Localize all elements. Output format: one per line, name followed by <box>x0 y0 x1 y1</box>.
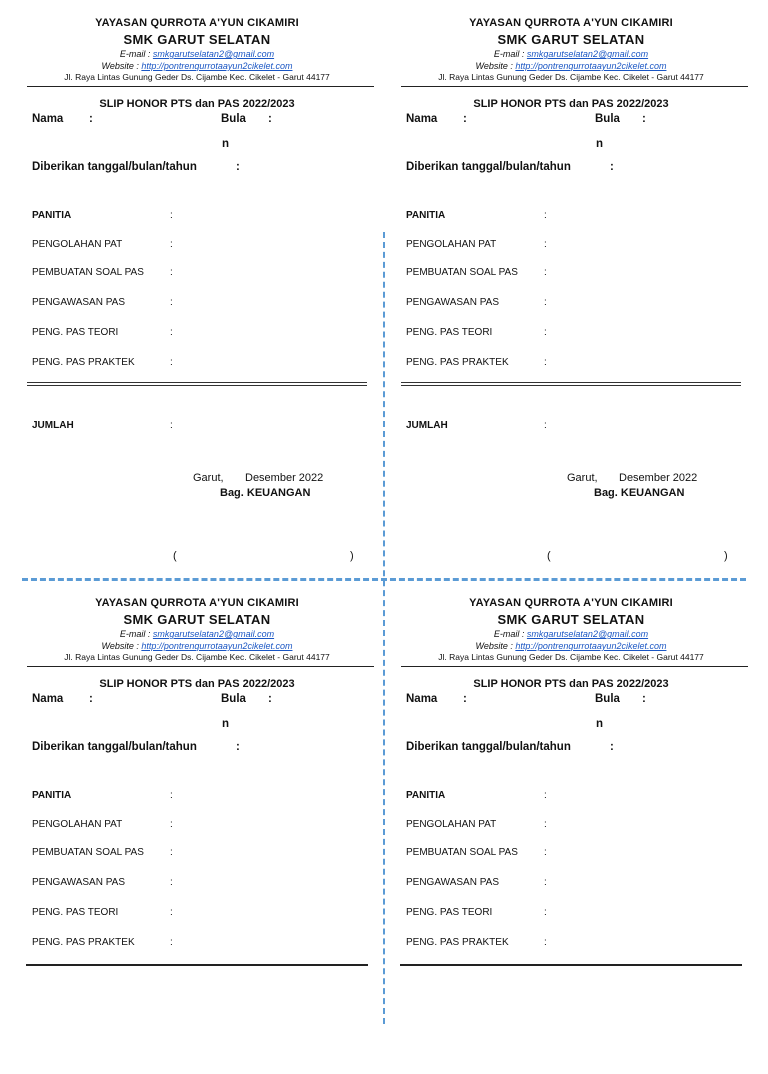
row-colon: : <box>544 327 547 338</box>
row-colon: : <box>170 297 173 308</box>
diberikan-colon: : <box>236 161 240 173</box>
row-colon: : <box>170 907 173 918</box>
email-link[interactable]: smkgarutselatan2@gmail.com <box>526 49 649 59</box>
row-peng-pas-praktek: PENG. PAS PRAKTEK <box>32 937 135 948</box>
diberikan-label: Diberikan tanggal/bulan/tahun <box>32 741 197 753</box>
total-divider <box>26 964 368 966</box>
place-label: Garut, <box>567 472 598 484</box>
header-divider <box>401 86 748 87</box>
website-label: Website : <box>475 641 516 651</box>
jumlah-label: JUMLAH <box>406 420 448 431</box>
nama-label: Nama <box>32 693 64 705</box>
place-label: Garut, <box>193 472 224 484</box>
row-peng-pas-teori: PENG. PAS TEORI <box>406 327 493 338</box>
row-colon: : <box>170 210 173 221</box>
email-line <box>386 629 756 639</box>
row-colon: : <box>544 210 547 221</box>
row-panitia: PANITIA <box>406 790 446 801</box>
nama-colon: : <box>89 113 93 125</box>
row-colon: : <box>544 907 547 918</box>
website-link[interactable]: http://pontrenqurrotaayun2cikelet.com <box>141 61 293 71</box>
row-colon: : <box>170 239 173 250</box>
row-pengawasan-pas: PENGAWASAN PAS <box>406 877 499 888</box>
row-colon: : <box>544 357 547 368</box>
nama-label: Nama <box>32 113 64 125</box>
row-peng-pas-teori: PENG. PAS TEORI <box>32 907 119 918</box>
bulan-label: Bula <box>221 113 246 125</box>
total-divider <box>27 382 367 386</box>
email-link[interactable]: smkgarutselatan2@gmail.com <box>526 629 649 639</box>
diberikan-label: Diberikan tanggal/bulan/tahun <box>406 741 571 753</box>
signature-open-paren: ( <box>173 550 177 562</box>
row-colon: : <box>170 847 173 858</box>
website-link[interactable]: http://pontrenqurrotaayun2cikelet.com <box>515 61 667 71</box>
org-name: YAYASAN QURROTA A'YUN CIKAMIRI <box>95 17 299 29</box>
row-pembuatan-soal-pas: PEMBUATAN SOAL PAS <box>406 847 518 858</box>
row-pengawasan-pas: PENGAWASAN PAS <box>32 297 125 308</box>
website-label: Website : <box>101 61 142 71</box>
org-name: YAYASAN QURROTA A'YUN CIKAMIRI <box>469 597 673 609</box>
email-label: E-mail : <box>493 629 527 639</box>
row-peng-pas-praktek: PENG. PAS PRAKTEK <box>406 357 509 368</box>
row-panitia: PANITIA <box>406 210 446 221</box>
school-name: SMK GARUT SELATAN <box>123 32 271 47</box>
row-pembuatan-soal-pas: PEMBUATAN SOAL PAS <box>32 267 144 278</box>
row-colon: : <box>170 267 173 278</box>
slip-top-right <box>386 14 756 562</box>
email-line <box>12 629 382 639</box>
jumlah-label: JUMLAH <box>32 420 74 431</box>
row-peng-pas-praktek: PENG. PAS PRAKTEK <box>406 937 509 948</box>
bulan-label-wrap: n <box>222 138 230 150</box>
website-line <box>386 641 756 651</box>
row-colon: : <box>170 819 173 830</box>
row-colon: : <box>170 877 173 888</box>
row-colon: : <box>544 847 547 858</box>
website-label: Website : <box>101 641 142 651</box>
email-label: E-mail : <box>119 49 153 59</box>
signer-title: Bag. KEUANGAN <box>220 487 311 499</box>
website-line <box>386 61 756 71</box>
bulan-colon: : <box>642 113 646 125</box>
website-line <box>12 641 382 651</box>
row-colon: : <box>544 937 547 948</box>
nama-label: Nama <box>406 693 438 705</box>
email-link[interactable]: smkgarutselatan2@gmail.com <box>152 49 275 59</box>
signer-title: Bag. KEUANGAN <box>594 487 685 499</box>
school-name: SMK GARUT SELATAN <box>497 32 645 47</box>
row-colon: : <box>544 877 547 888</box>
bulan-label-wrap: n <box>596 138 604 150</box>
jumlah-colon: : <box>544 420 547 431</box>
address: Jl. Raya Lintas Gunung Geder Ds. Cijambe Kec. Cikelet - Garut 44177 <box>64 72 330 82</box>
diberikan-colon: : <box>610 161 614 173</box>
row-panitia: PANITIA <box>32 210 72 221</box>
signature-close-paren: ) <box>350 550 354 562</box>
address: Jl. Raya Lintas Gunung Geder Ds. Cijambe Kec. Cikelet - Garut 44177 <box>438 72 704 82</box>
diberikan-colon: : <box>610 741 614 753</box>
total-divider <box>401 382 741 386</box>
bulan-colon: : <box>642 693 646 705</box>
row-peng-pas-teori: PENG. PAS TEORI <box>406 907 493 918</box>
row-pengawasan-pas: PENGAWASAN PAS <box>32 877 125 888</box>
slip-title: SLIP HONOR PTS dan PAS 2022/2023 <box>99 678 295 690</box>
diberikan-label: Diberikan tanggal/bulan/tahun <box>32 161 197 173</box>
row-peng-pas-teori: PENG. PAS TEORI <box>32 327 119 338</box>
signature-close-paren: ) <box>724 550 728 562</box>
date-label: Desember 2022 <box>245 472 324 484</box>
slip-bottom-right <box>386 594 756 1074</box>
nama-label: Nama <box>406 113 438 125</box>
row-colon: : <box>544 819 547 830</box>
bulan-label: Bula <box>595 693 620 705</box>
bulan-label-wrap: n <box>222 718 230 730</box>
school-name: SMK GARUT SELATAN <box>123 612 271 627</box>
email-line <box>12 49 382 59</box>
email-link[interactable]: smkgarutselatan2@gmail.com <box>152 629 275 639</box>
diberikan-colon: : <box>236 741 240 753</box>
row-colon: : <box>170 937 173 948</box>
row-colon: : <box>170 357 173 368</box>
header-divider <box>27 86 374 87</box>
website-link[interactable]: http://pontrenqurrotaayun2cikelet.com <box>515 641 667 651</box>
website-line <box>12 61 382 71</box>
slip-bottom-left <box>12 594 382 1074</box>
signature-open-paren: ( <box>547 550 551 562</box>
address: Jl. Raya Lintas Gunung Geder Ds. Cijambe Kec. Cikelet - Garut 44177 <box>438 652 704 662</box>
school-name: SMK GARUT SELATAN <box>497 612 645 627</box>
address: Jl. Raya Lintas Gunung Geder Ds. Cijambe Kec. Cikelet - Garut 44177 <box>64 652 330 662</box>
org-name: YAYASAN QURROTA A'YUN CIKAMIRI <box>95 597 299 609</box>
email-label: E-mail : <box>493 49 527 59</box>
slip-top-left <box>12 14 382 562</box>
row-pengolahan-pat: PENGOLAHAN PAT <box>32 239 123 250</box>
website-link[interactable]: http://pontrenqurrotaayun2cikelet.com <box>141 641 293 651</box>
row-pengolahan-pat: PENGOLAHAN PAT <box>32 819 123 830</box>
row-pengawasan-pas: PENGAWASAN PAS <box>406 297 499 308</box>
website-label: Website : <box>475 61 516 71</box>
row-pembuatan-soal-pas: PEMBUATAN SOAL PAS <box>406 267 518 278</box>
header-divider <box>27 666 374 667</box>
nama-colon: : <box>463 693 467 705</box>
row-colon: : <box>544 790 547 801</box>
row-colon: : <box>544 267 547 278</box>
bulan-label: Bula <box>221 693 246 705</box>
slip-title: SLIP HONOR PTS dan PAS 2022/2023 <box>473 678 669 690</box>
row-pembuatan-soal-pas: PEMBUATAN SOAL PAS <box>32 847 144 858</box>
nama-colon: : <box>463 113 467 125</box>
row-colon: : <box>544 239 547 250</box>
email-line <box>386 49 756 59</box>
row-panitia: PANITIA <box>32 790 72 801</box>
header-divider <box>401 666 748 667</box>
row-pengolahan-pat: PENGOLAHAN PAT <box>406 239 497 250</box>
org-name: YAYASAN QURROTA A'YUN CIKAMIRI <box>469 17 673 29</box>
bulan-colon: : <box>268 693 272 705</box>
row-colon: : <box>170 790 173 801</box>
email-label: E-mail : <box>119 629 153 639</box>
nama-colon: : <box>89 693 93 705</box>
slip-title: SLIP HONOR PTS dan PAS 2022/2023 <box>473 98 669 110</box>
date-label: Desember 2022 <box>619 472 698 484</box>
jumlah-colon: : <box>170 420 173 431</box>
row-pengolahan-pat: PENGOLAHAN PAT <box>406 819 497 830</box>
row-colon: : <box>170 327 173 338</box>
row-peng-pas-praktek: PENG. PAS PRAKTEK <box>32 357 135 368</box>
bulan-colon: : <box>268 113 272 125</box>
slip-title: SLIP HONOR PTS dan PAS 2022/2023 <box>99 98 295 110</box>
bulan-label: Bula <box>595 113 620 125</box>
diberikan-label: Diberikan tanggal/bulan/tahun <box>406 161 571 173</box>
vertical-cut-line <box>383 232 385 1024</box>
bulan-label-wrap: n <box>596 718 604 730</box>
row-colon: : <box>544 297 547 308</box>
total-divider <box>400 964 742 966</box>
